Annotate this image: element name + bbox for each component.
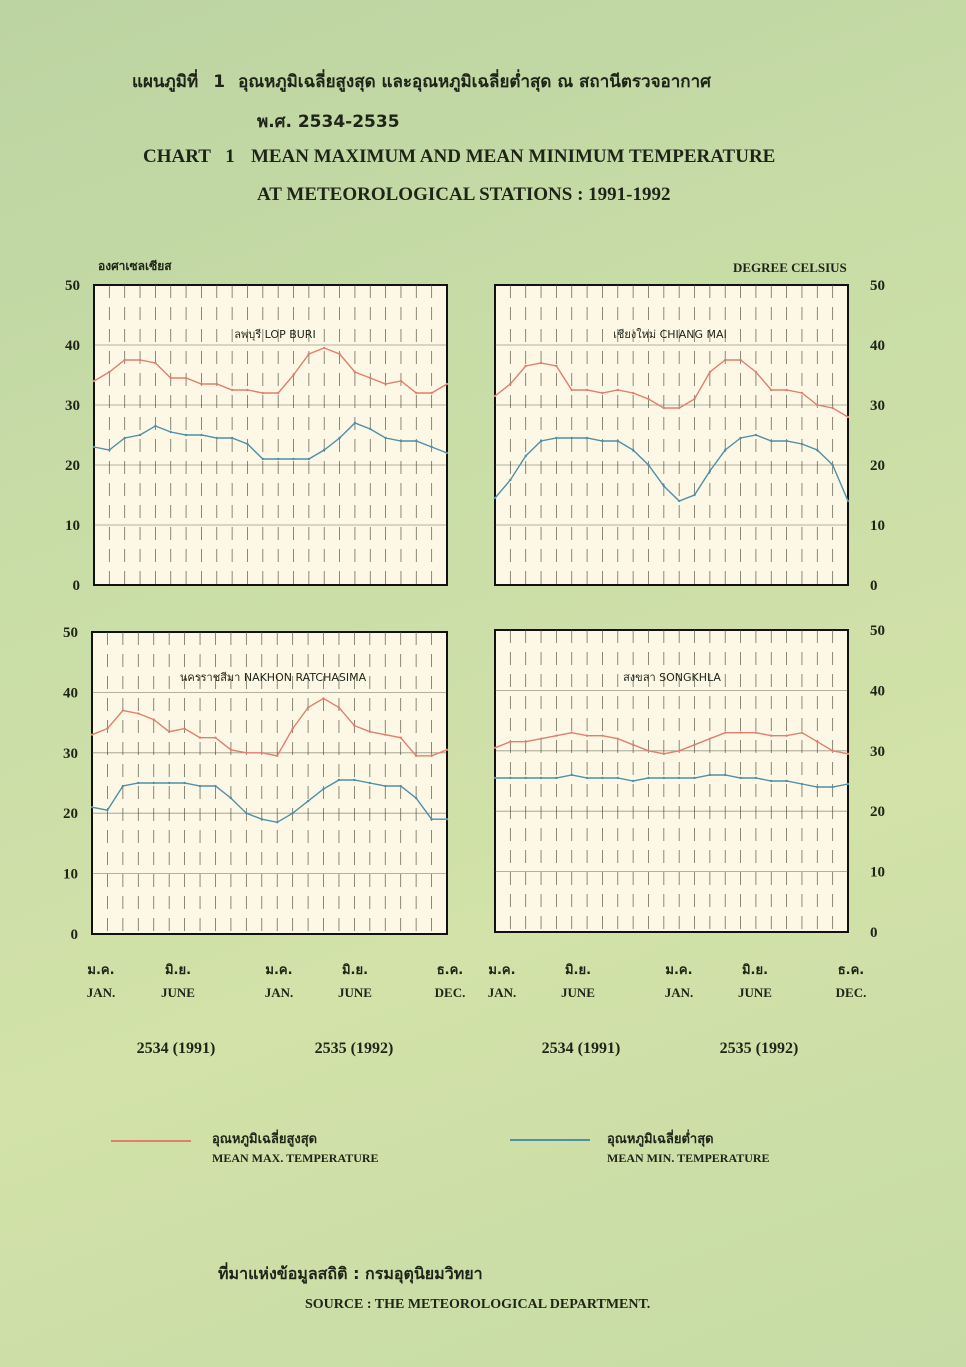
data-point-min (524, 777, 526, 779)
x-tick-label-thai: ธ.ค. (436, 963, 464, 978)
y-tick-label: 20 (870, 804, 885, 821)
x-tick-label-eng: JUNE (738, 985, 772, 1000)
data-point-max (617, 389, 619, 391)
data-point-min (847, 500, 849, 502)
data-point-max (292, 374, 294, 376)
y-tick-label: 0 (870, 925, 878, 941)
station-title: สงขลา SONGKHLA (623, 671, 721, 684)
data-point-min (755, 434, 757, 436)
data-point-min (509, 777, 511, 779)
data-point-min (214, 785, 216, 787)
data-point-max (384, 733, 386, 735)
data-point-max (446, 383, 448, 385)
data-point-max (509, 383, 511, 385)
data-point-min (430, 446, 432, 448)
data-point-max (709, 371, 711, 373)
data-point-max (415, 392, 417, 394)
unit-label-eng: DEGREE CELSIUS (733, 260, 847, 275)
data-point-min (308, 458, 310, 460)
data-point-max (571, 731, 573, 733)
chart-number-thai: 1 (213, 72, 226, 92)
data-point-max (230, 749, 232, 751)
data-point-max (540, 362, 542, 364)
data-point-min (153, 782, 155, 784)
y-tick-label: 30 (63, 745, 78, 762)
data-point-max (276, 755, 278, 757)
data-point-max (739, 359, 741, 361)
data-point-min (415, 797, 417, 799)
data-point-min (678, 777, 680, 779)
x-tick-label-thai: ม.ค. (87, 963, 115, 978)
data-point-min (307, 800, 309, 802)
data-point-min (170, 431, 172, 433)
data-point-min (276, 821, 278, 823)
data-point-max (494, 747, 496, 749)
data-point-max (739, 731, 741, 733)
data-point-min (617, 777, 619, 779)
data-point-max (384, 383, 386, 385)
data-point-max (555, 735, 557, 737)
legend-min-eng: MEAN MIN. TEMPERATURE (607, 1151, 770, 1165)
data-point-min (494, 497, 496, 499)
title-thai-text: อุณหภูมิเฉลี่ยสูงสุด และอุณหภูมิเฉลี่ยต่ำสุด ณ สถานีตรวจอากาศ (238, 72, 711, 92)
data-point-min (338, 437, 340, 439)
y-tick-label: 50 (870, 623, 885, 639)
y-tick-label: 40 (63, 685, 78, 702)
x-tick-label-eng: JAN. (487, 985, 517, 1000)
x-tick-label-eng: JAN. (264, 985, 294, 1000)
year-label: 2535 (1992) (719, 1040, 799, 1057)
data-point-min (230, 797, 232, 799)
data-point-min (601, 777, 603, 779)
data-point-max (801, 392, 803, 394)
data-point-max (693, 398, 695, 400)
data-point-min (384, 437, 386, 439)
legend-max-thai: อุณหภูมิเฉลี่ยสูงสุด (212, 1132, 318, 1147)
data-point-max (200, 383, 202, 385)
data-point-min (831, 786, 833, 788)
data-point-max (847, 753, 849, 755)
y-tick-label: 10 (63, 866, 78, 883)
y-tick-label: 20 (63, 806, 78, 823)
data-point-min (322, 788, 324, 790)
data-point-min (647, 464, 649, 466)
data-point-min (108, 449, 110, 451)
data-point-min (353, 779, 355, 781)
data-point-max (183, 727, 185, 729)
data-point-max (322, 697, 324, 699)
data-point-min (785, 440, 787, 442)
station-title: ลพบุรี LOP BURI (234, 328, 316, 341)
station-title: นครราชสีมา NAKHON RATCHASIMA (179, 671, 367, 684)
x-tick-label-eng: JUNE (338, 985, 372, 1000)
data-point-max (632, 392, 634, 394)
data-point-min (709, 470, 711, 472)
data-point-min (801, 443, 803, 445)
data-point-min (185, 434, 187, 436)
data-point-min (632, 780, 634, 782)
data-point-min (139, 434, 141, 436)
data-point-min (816, 449, 818, 451)
data-point-max (678, 407, 680, 409)
data-point-max (106, 727, 108, 729)
data-point-max (245, 752, 247, 754)
data-point-min (571, 774, 573, 776)
data-point-max (415, 755, 417, 757)
y-tick-label: 40 (870, 683, 885, 700)
data-point-max (216, 383, 218, 385)
data-point-max (601, 735, 603, 737)
year-label: 2534 (1991) (541, 1040, 621, 1057)
legend-min (607, 1128, 770, 1166)
data-point-max (338, 353, 340, 355)
data-point-min (586, 437, 588, 439)
x-tick-label-thai: ม.ค. (488, 963, 516, 978)
data-point-max (571, 389, 573, 391)
data-point-min (446, 452, 448, 454)
y-tick-label: 0 (70, 927, 78, 943)
x-tick-label-eng: JAN. (664, 985, 694, 1000)
data-point-max (291, 727, 293, 729)
y-tick-label: 30 (870, 398, 885, 414)
data-point-min (262, 458, 264, 460)
data-point-min (323, 449, 325, 451)
data-point-min (586, 777, 588, 779)
data-point-max (430, 755, 432, 757)
data-point-min (292, 458, 294, 460)
data-point-min (555, 777, 557, 779)
title-thai-label: แผนภูมิที่ (132, 72, 199, 92)
data-point-min (369, 782, 371, 784)
data-point-min (261, 818, 263, 820)
data-point-max (524, 365, 526, 367)
data-point-min (524, 455, 526, 457)
data-point-min (430, 818, 432, 820)
data-point-max (307, 706, 309, 708)
data-point-max (168, 730, 170, 732)
data-point-max (816, 741, 818, 743)
data-point-min (724, 774, 726, 776)
data-point-min (770, 780, 772, 782)
data-point-max (154, 362, 156, 364)
data-point-max (137, 712, 139, 714)
data-point-max (123, 359, 125, 361)
source-eng: SOURCE : THE METEOROLOGICAL DEPARTMENT. (305, 1297, 651, 1312)
y-tick-label: 20 (65, 458, 80, 474)
data-point-max (353, 724, 355, 726)
data-point-max (91, 733, 93, 735)
data-point-max (801, 731, 803, 733)
data-point-min (847, 783, 849, 785)
data-point-max (369, 377, 371, 379)
data-point-min (785, 780, 787, 782)
data-point-max (93, 380, 95, 382)
data-point-min (755, 777, 757, 779)
data-point-max (831, 407, 833, 409)
x-tick-label-thai: ธ.ค. (837, 963, 865, 978)
data-point-max (586, 389, 588, 391)
title-eng-line2: AT METEOROLOGICAL STATIONS : 1991-1992 (257, 184, 671, 205)
data-point-min (739, 777, 741, 779)
station-title: เชียงใหม่ CHIANG MAI (613, 328, 727, 341)
x-tick-label-thai: มิ.ย. (164, 963, 192, 978)
data-point-min (647, 777, 649, 779)
data-point-max (122, 709, 124, 711)
data-point-max (847, 416, 849, 418)
data-point-max (709, 738, 711, 740)
data-point-max (540, 738, 542, 740)
data-point-max (693, 744, 695, 746)
x-tick-label-thai: มิ.ย. (741, 963, 769, 978)
data-point-max (246, 389, 248, 391)
data-point-min (122, 785, 124, 787)
data-point-min (338, 779, 340, 781)
y-tick-label: 30 (65, 398, 80, 414)
data-point-max (724, 359, 726, 361)
data-point-min (770, 440, 772, 442)
data-point-max (617, 738, 619, 740)
y-tick-label: 30 (870, 743, 885, 760)
data-point-min (831, 464, 833, 466)
data-point-min (571, 437, 573, 439)
x-tick-label-thai: ม.ค. (665, 963, 693, 978)
data-point-max (430, 392, 432, 394)
y-tick-label: 40 (65, 338, 80, 354)
data-point-max (400, 380, 402, 382)
x-tick-label-eng: JAN. (86, 985, 116, 1000)
x-tick-label-eng: DEC. (434, 985, 466, 1000)
data-point-min (415, 440, 417, 442)
data-point-min (91, 806, 93, 808)
data-point-min (446, 818, 448, 820)
data-point-max (601, 392, 603, 394)
source-thai: ที่มาแห่งข้อมูลสถิติ : กรมอุตุนิยมวิทยา (218, 1264, 483, 1283)
title-eng-text: MEAN MAXIMUM AND MEAN MINIMUM TEMPERATURE (250, 146, 776, 167)
y-tick-label: 50 (870, 278, 885, 294)
data-point-max (108, 371, 110, 373)
y-tick-label: 0 (72, 578, 80, 594)
y-tick-label: 10 (870, 864, 885, 881)
data-point-min (199, 785, 201, 787)
data-point-min (693, 494, 695, 496)
data-point-max (139, 359, 141, 361)
data-point-min (399, 785, 401, 787)
legend-max-eng: MEAN MAX. TEMPERATURE (212, 1151, 379, 1165)
data-point-min (246, 443, 248, 445)
x-tick-label-eng: DEC. (835, 985, 867, 1000)
data-point-max (185, 377, 187, 379)
data-point-max (632, 744, 634, 746)
data-point-min (354, 422, 356, 424)
data-point-max (261, 752, 263, 754)
year-label: 2535 (1992) (314, 1040, 394, 1057)
x-tick-label-eng: JUNE (161, 985, 195, 1000)
data-point-min (601, 440, 603, 442)
data-point-min (277, 458, 279, 460)
data-point-max (785, 735, 787, 737)
title-thai-years: พ.ศ. 2534-2535 (257, 112, 400, 132)
data-point-max (509, 741, 511, 743)
data-point-max (785, 389, 787, 391)
y-tick-label: 50 (65, 278, 80, 294)
data-point-max (338, 706, 340, 708)
data-point-min (816, 786, 818, 788)
data-point-min (137, 782, 139, 784)
data-point-min (801, 783, 803, 785)
data-point-max (262, 392, 264, 394)
data-point-max (663, 753, 665, 755)
data-point-min (216, 437, 218, 439)
data-point-min (291, 812, 293, 814)
data-point-min (632, 449, 634, 451)
data-point-max (153, 718, 155, 720)
data-point-min (555, 437, 557, 439)
data-point-max (647, 398, 649, 400)
year-label: 2534 (1991) (136, 1040, 216, 1057)
legend-min-line (510, 1139, 590, 1141)
data-point-min (106, 809, 108, 811)
x-tick-label-thai: ม.ค. (265, 963, 293, 978)
data-point-min (739, 437, 741, 439)
data-point-max (678, 750, 680, 752)
data-point-max (277, 392, 279, 394)
data-point-max (555, 365, 557, 367)
data-point-min (384, 785, 386, 787)
data-point-min (617, 440, 619, 442)
data-point-min (724, 449, 726, 451)
data-point-min (154, 425, 156, 427)
data-point-max (816, 404, 818, 406)
x-tick-label-eng: JUNE (561, 985, 595, 1000)
data-point-max (323, 347, 325, 349)
legend-min-thai: อุณหภูมิเฉลี่ยต่ำสุด (607, 1132, 714, 1147)
data-point-min (709, 774, 711, 776)
data-point-max (399, 737, 401, 739)
data-point-max (231, 389, 233, 391)
data-point-max (199, 737, 201, 739)
data-point-min (369, 428, 371, 430)
data-point-max (755, 371, 757, 373)
data-point-max (770, 389, 772, 391)
data-point-min (663, 777, 665, 779)
y-tick-label: 50 (63, 625, 78, 641)
y-tick-label: 10 (65, 518, 80, 534)
data-point-min (400, 440, 402, 442)
data-point-max (770, 735, 772, 737)
unit-label-thai: องศาเซลเซียส (98, 259, 172, 273)
title-eng-label: CHART (143, 146, 211, 167)
data-point-max (524, 741, 526, 743)
data-point-min (693, 777, 695, 779)
data-point-max (369, 730, 371, 732)
data-point-min (494, 777, 496, 779)
x-tick-label-thai: มิ.ย. (341, 963, 369, 978)
data-point-max (308, 353, 310, 355)
x-tick-label-thai: มิ.ย. (564, 963, 592, 978)
data-point-min (245, 812, 247, 814)
data-point-max (755, 731, 757, 733)
data-point-min (678, 500, 680, 502)
y-tick-label: 0 (870, 578, 878, 594)
data-point-max (724, 731, 726, 733)
data-point-min (509, 479, 511, 481)
y-tick-label: 10 (870, 518, 885, 534)
data-point-min (183, 782, 185, 784)
data-point-min (123, 437, 125, 439)
data-point-max (647, 750, 649, 752)
chart-number-eng: 1 (225, 146, 235, 167)
data-point-max (831, 750, 833, 752)
data-point-min (663, 485, 665, 487)
data-point-min (168, 782, 170, 784)
data-point-max (170, 377, 172, 379)
data-point-min (231, 437, 233, 439)
y-tick-label: 40 (870, 338, 885, 354)
legend-max (212, 1128, 379, 1166)
y-tick-label: 20 (870, 458, 885, 474)
legend-max-line (111, 1140, 191, 1142)
data-point-min (540, 440, 542, 442)
data-point-max (214, 737, 216, 739)
data-point-max (494, 395, 496, 397)
data-point-min (540, 777, 542, 779)
data-point-max (354, 371, 356, 373)
data-point-min (200, 434, 202, 436)
data-point-max (586, 735, 588, 737)
data-point-min (93, 446, 95, 448)
data-point-max (663, 407, 665, 409)
data-point-max (446, 749, 448, 751)
